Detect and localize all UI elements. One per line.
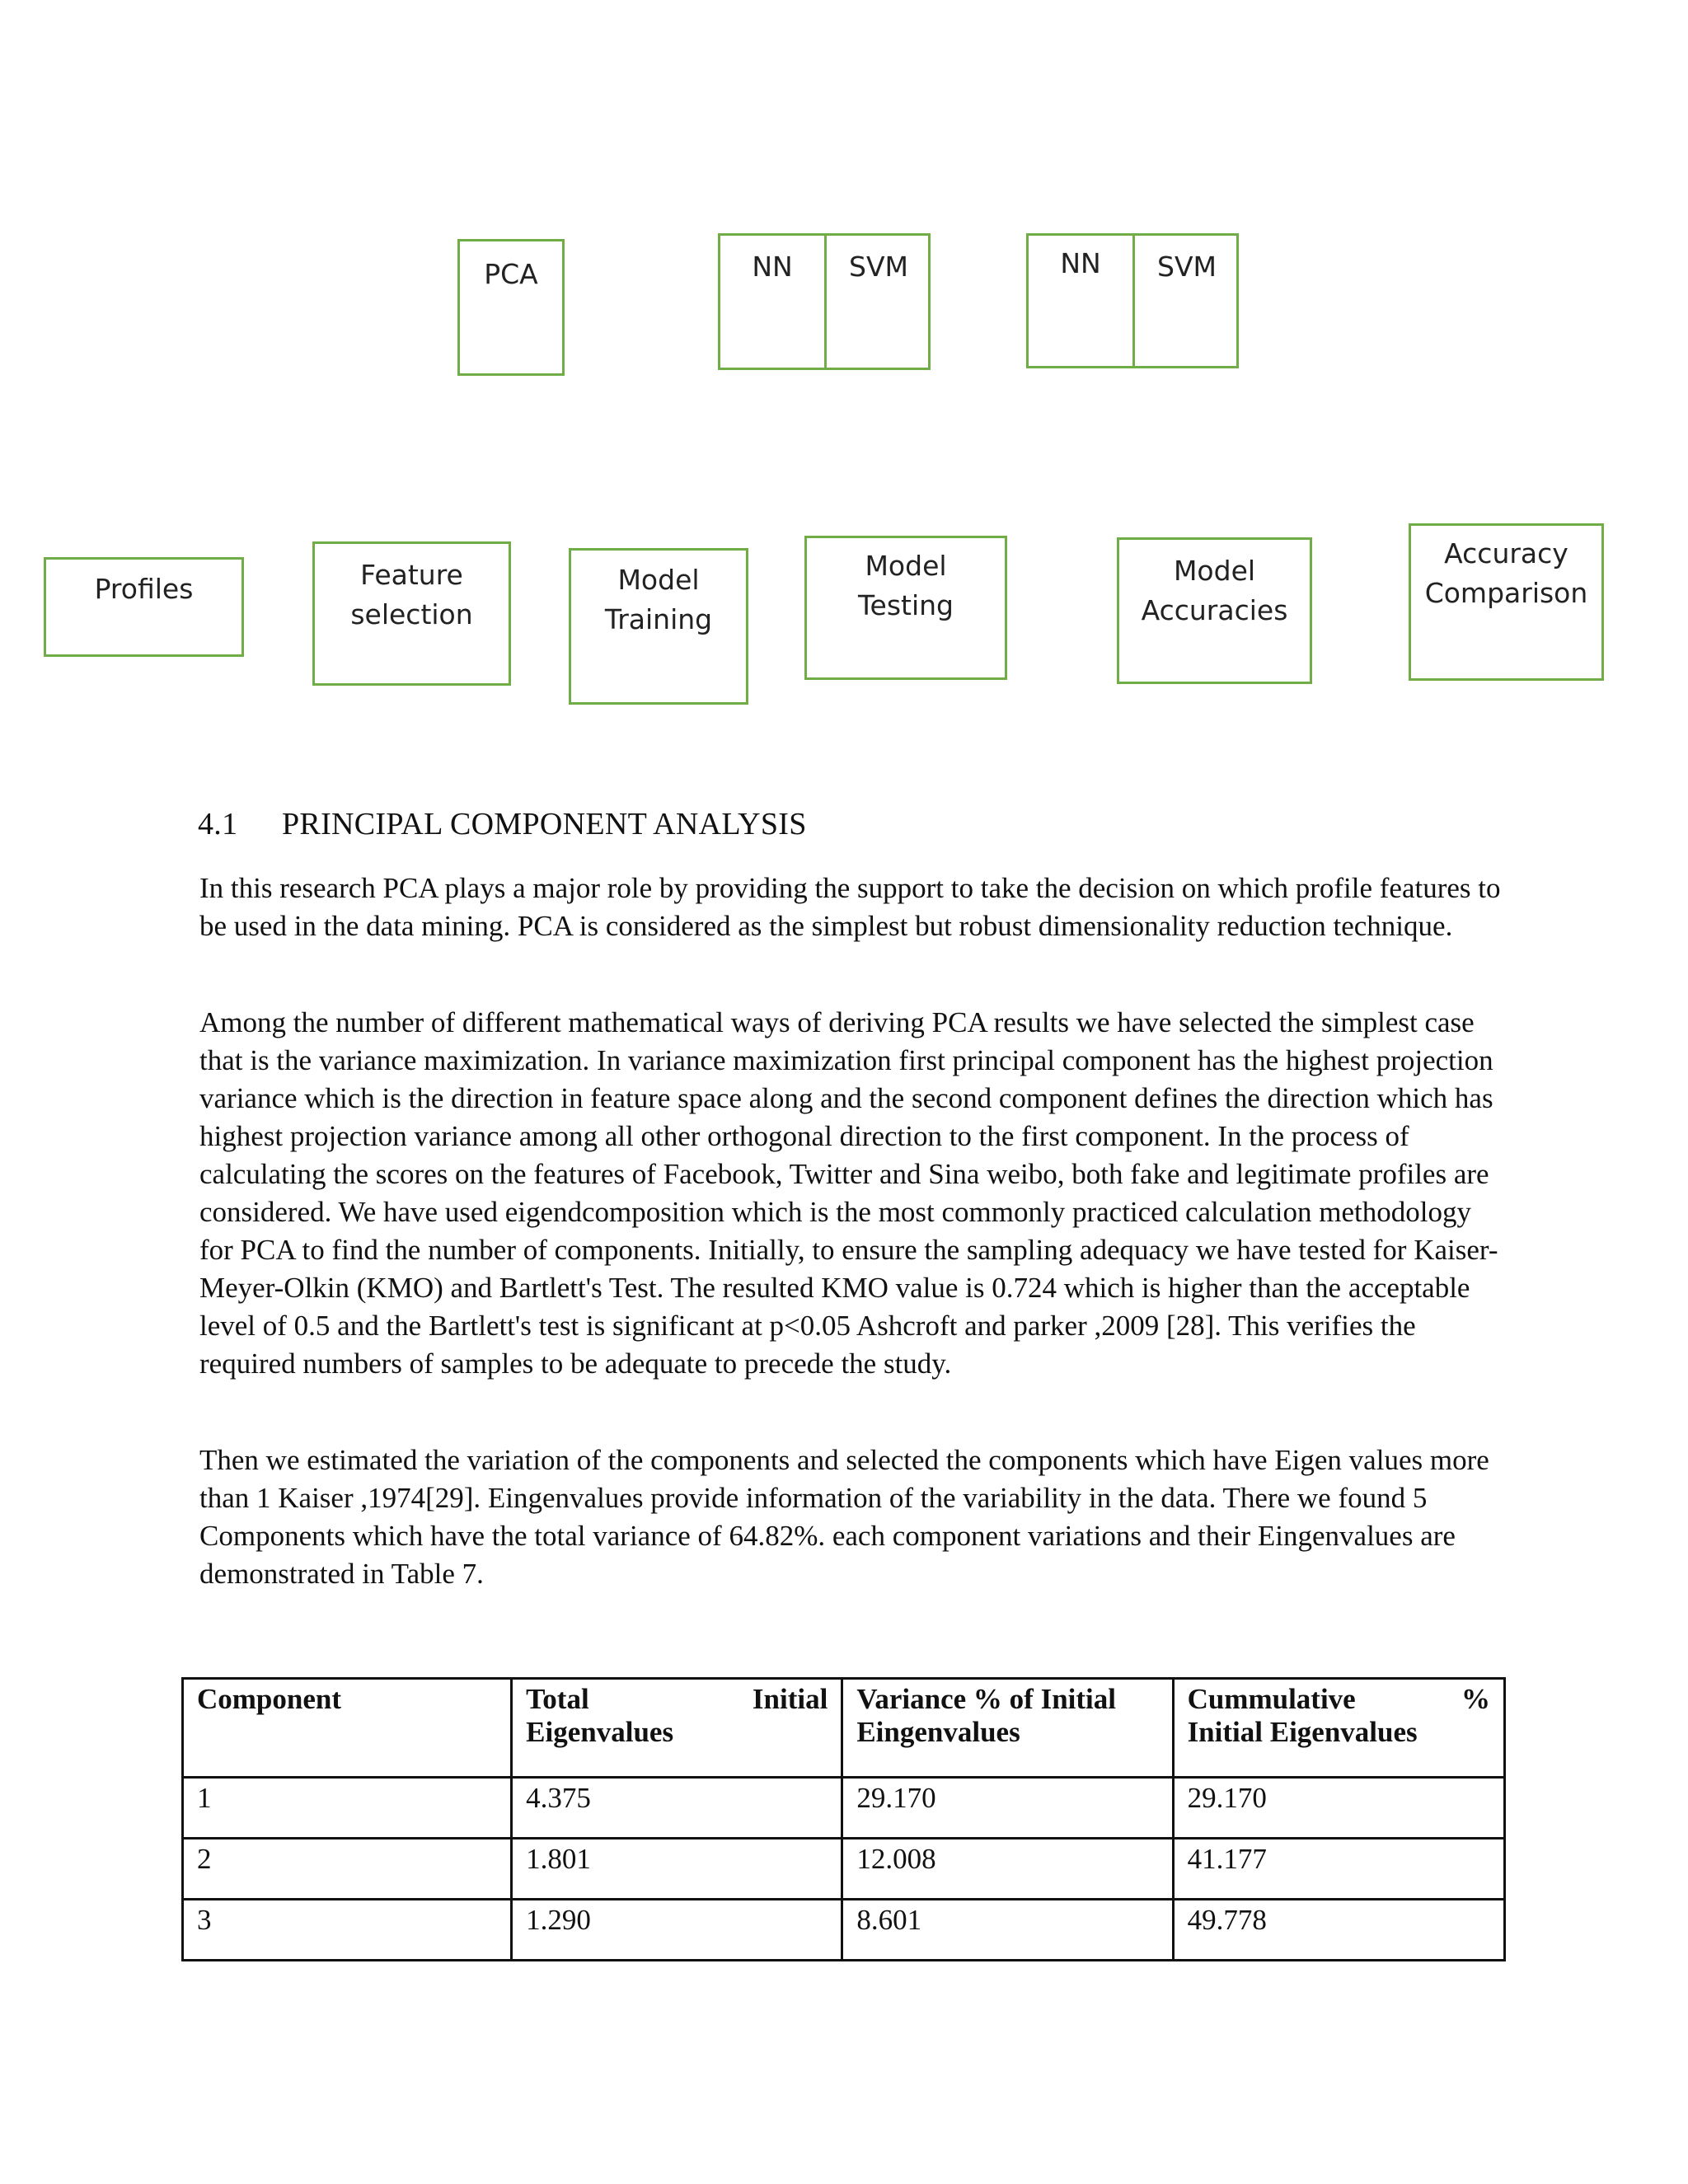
paragraph-method: Among the number of different mathematical ways of deriving PCA results we have selected the simplest case that is the variance maximization. In variance maximization first principal component has the highest projection variance which is the direction in feature space along and the second component defines the direction which has highest projection variance among all other orthogonal direction to the first component. In the process of calculating the scores on the features of Facebook, Twitter and Sina weibo, both fake and legitimate profiles are considered. We have used eigendcomposition which is the most commonly practiced calculation methodology for PCA to find the number of components. Initially, to ensure the sampling adequacy we have tested for Kaiser-Meyer-Olkin (KMO) and Bartlett's Test. The resulted KMO value is 0.724 which is higher than the acceptable level of 0.5 and the Bartlett's test is significant at p<0.05 Ashcroft and parker ,2009 [28]. This verifies the required numbers of samples to be adequate to precede the study.: [199, 1006, 1498, 1380]
table-row: [183, 1778, 1505, 1839]
svm-label: SVM: [1157, 251, 1217, 283]
model-testing-box: [804, 536, 1007, 680]
table-cell: 29.170: [1173, 1778, 1504, 1839]
table-cell: 2: [183, 1839, 512, 1900]
section-heading: [198, 806, 807, 842]
table-row: [183, 1839, 1505, 1900]
table-cell: 29.170: [842, 1778, 1173, 1839]
table-cell: 1: [183, 1778, 512, 1839]
nn-svm-box-testing: [718, 233, 931, 370]
pca-cell: [460, 241, 562, 373]
section-title: PRINCIPAL COMPONENT ANALYSIS: [282, 807, 807, 841]
model-training-box: [569, 548, 748, 705]
pca-box: [457, 239, 565, 376]
testing-label: Testing: [857, 589, 954, 621]
table-cell: 12.008: [842, 1839, 1173, 1900]
header-cumulative-percent: Cummulative % Initial Eigenvalues: [1173, 1679, 1504, 1778]
svm-cell: [1132, 236, 1239, 366]
table-cell: 49.778: [1173, 1900, 1504, 1961]
nn-cell: [720, 236, 824, 368]
header-total-initial-eigenvalues: Total Initial Eigenvalues: [512, 1679, 842, 1778]
accuracy-label: Accuracy: [1444, 537, 1568, 569]
header-component: Component: [183, 1679, 512, 1778]
svm-label: SVM: [849, 251, 908, 283]
table-cell: 41.177: [1173, 1839, 1504, 1900]
pca-label: PCA: [484, 258, 538, 290]
profiles-label: Profiles: [94, 573, 194, 605]
table-cell: 1.801: [512, 1839, 842, 1900]
nn-label: NN: [752, 251, 793, 283]
section-number: 4.1: [198, 807, 238, 841]
header-variance-percent: Variance % of Initial Eingenvalues: [842, 1679, 1173, 1778]
nn-cell: [1029, 236, 1132, 366]
model-label: Model: [617, 564, 700, 596]
accuracies-label: Accuracies: [1141, 594, 1288, 626]
feature-selection-box: [312, 541, 511, 686]
table-cell: 3: [183, 1900, 512, 1961]
training-label: Training: [604, 603, 713, 635]
accuracy-comparison-box: [1409, 523, 1604, 681]
paragraph-intro: In this research PCA plays a major role by providing the support to take the decision on which profile features to be used in the data mining. PCA is considered as the simplest but robust dimensionality reduction technique.: [199, 872, 1501, 942]
table-cell: 8.601: [842, 1900, 1173, 1961]
nn-svm-box-accuracies: [1026, 233, 1239, 368]
model-label: Model: [1173, 555, 1256, 587]
svm-cell: [824, 236, 931, 368]
selection-label: selection: [350, 598, 473, 630]
paragraph-results: Then we estimated the variation of the components and selected the components which have Eigen values more than 1 Kaiser ,1974[29]. Eingenvalues provide information of the variability in the data. There we found 5 Components which have the total variance of 64.82%. each component variations and their Eingenvalues are demonstrated in Table 7.: [199, 1444, 1489, 1590]
table-row: [183, 1900, 1505, 1961]
nn-label: NN: [1060, 247, 1101, 279]
model-accuracies-box: [1117, 537, 1312, 684]
profiles-box: [44, 557, 244, 657]
comparison-label: Comparison: [1424, 577, 1588, 609]
model-label: Model: [865, 550, 947, 582]
feature-label: Feature: [360, 559, 463, 591]
table-header-row: [183, 1679, 1505, 1778]
table-cell: 4.375: [512, 1778, 842, 1839]
eigenvalue-table: [181, 1677, 1506, 1961]
table-cell: 1.290: [512, 1900, 842, 1961]
